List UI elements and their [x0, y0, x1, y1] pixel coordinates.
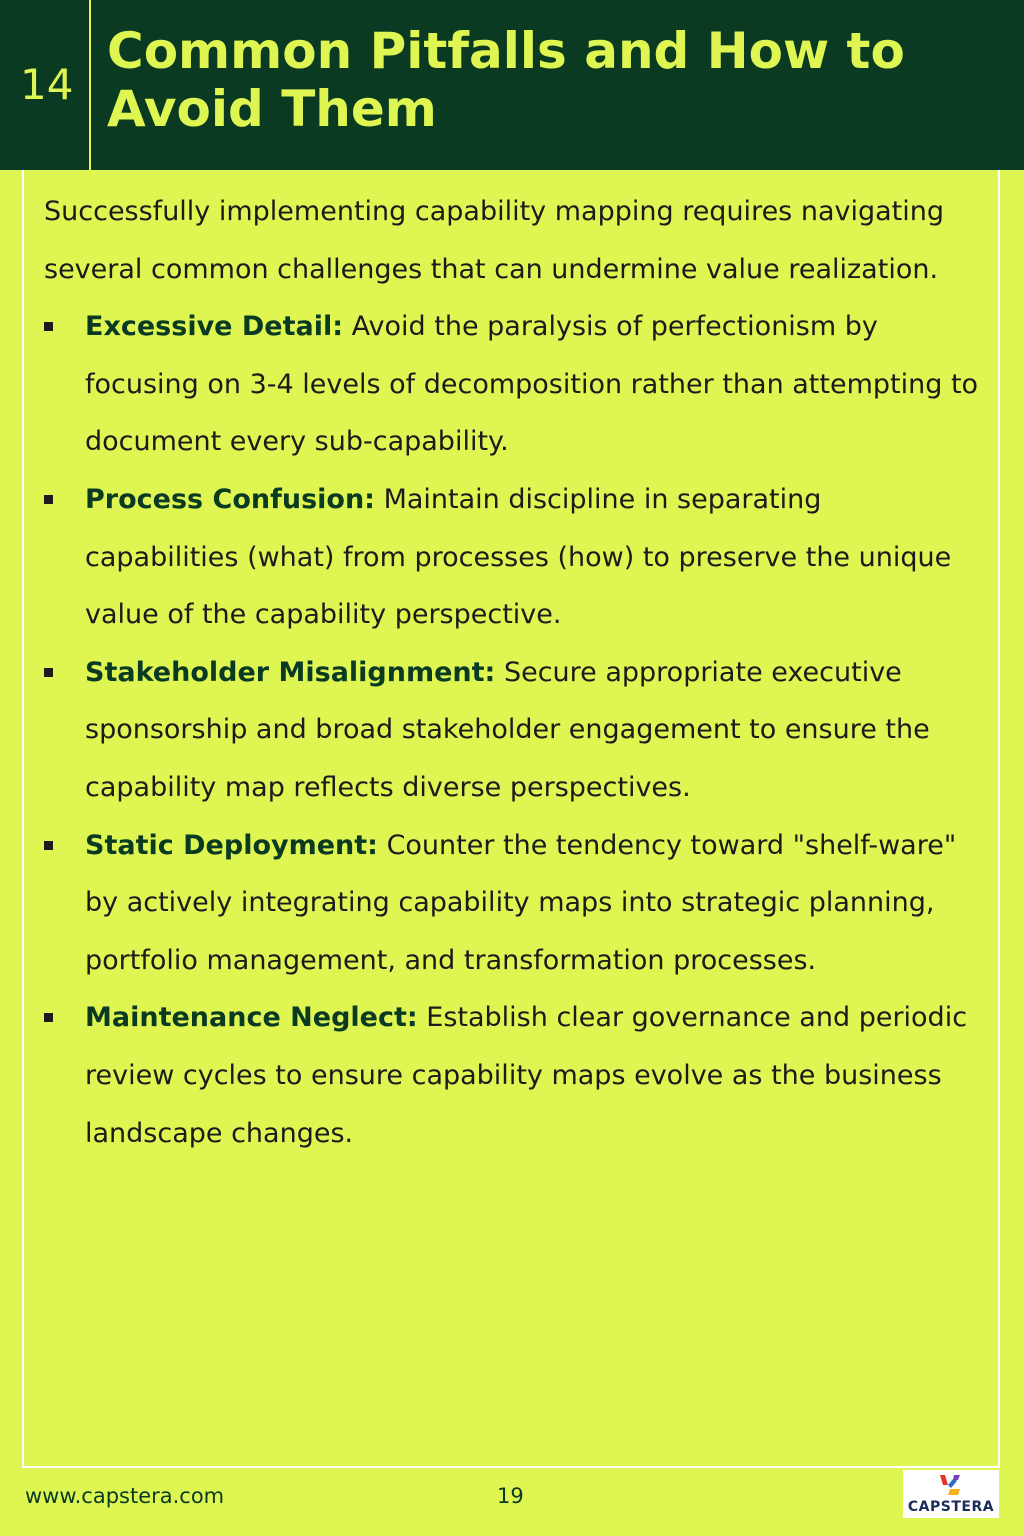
pitfall-term: Maintenance Neglect: — [85, 1002, 418, 1034]
logo-wordmark: CAPSTERA — [907, 1499, 995, 1515]
pitfall-item-static-deployment — [44, 817, 979, 990]
square-bullet-icon — [44, 1013, 53, 1022]
header-divider — [89, 0, 91, 170]
pitfall-description: Maintain discipline in separating capabilities (what) from processes (how) to preserve the unique value of the capability perspective. — [85, 483, 952, 631]
pitfall-description: Avoid the paralysis of perfectionism by focusing on 3-4 levels of decomposition rather than attempting to document every sub-capability. — [85, 311, 979, 458]
pitfall-term: Static Deployment: — [85, 829, 378, 861]
square-bullet-icon — [44, 668, 53, 677]
section-number: 14 — [20, 60, 74, 109]
pitfall-term: Stakeholder Misalignment: — [85, 656, 496, 688]
pitfall-item-excessive-detail — [44, 298, 979, 471]
pitfall-item-maintenance-neglect — [44, 989, 979, 1162]
square-bullet-icon — [44, 495, 53, 504]
pitfall-item-stakeholder-misalignment — [44, 644, 979, 817]
pitfall-description: Counter the tendency toward "shelf-ware" by actively integrating capability maps into strategic planning, portfolio management, and transformation processes. — [85, 829, 957, 976]
pitfall-term: Excessive Detail: — [85, 311, 344, 343]
page-header — [0, 0, 1024, 170]
pitfall-term: Process Confusion: — [85, 483, 375, 515]
capstera-logo — [903, 1470, 999, 1518]
pitfall-list — [44, 298, 979, 1162]
capstera-logo-icon — [936, 1473, 966, 1499]
page-number: 19 — [497, 1484, 524, 1508]
footer-website-link[interactable]: www.capstera.com — [25, 1484, 225, 1508]
square-bullet-icon — [44, 322, 53, 331]
pitfall-item-process-confusion — [44, 471, 979, 644]
pitfall-description: Establish clear governance and periodic review cycles to ensure capability maps evolve as the business landscape changes. — [85, 1002, 968, 1149]
pitfall-description: Secure appropriate executive sponsorship and broad stakeholder engagement to ensure the capability map reflects diverse perspectives. — [85, 656, 930, 803]
square-bullet-icon — [44, 841, 53, 850]
section-title: Common Pitfalls and How to Avoid Them — [107, 22, 905, 138]
intro-paragraph: Successfully implementing capability mapping requires navigating several common challenges that can undermine value realization. — [44, 196, 944, 285]
content-body — [44, 183, 979, 1162]
